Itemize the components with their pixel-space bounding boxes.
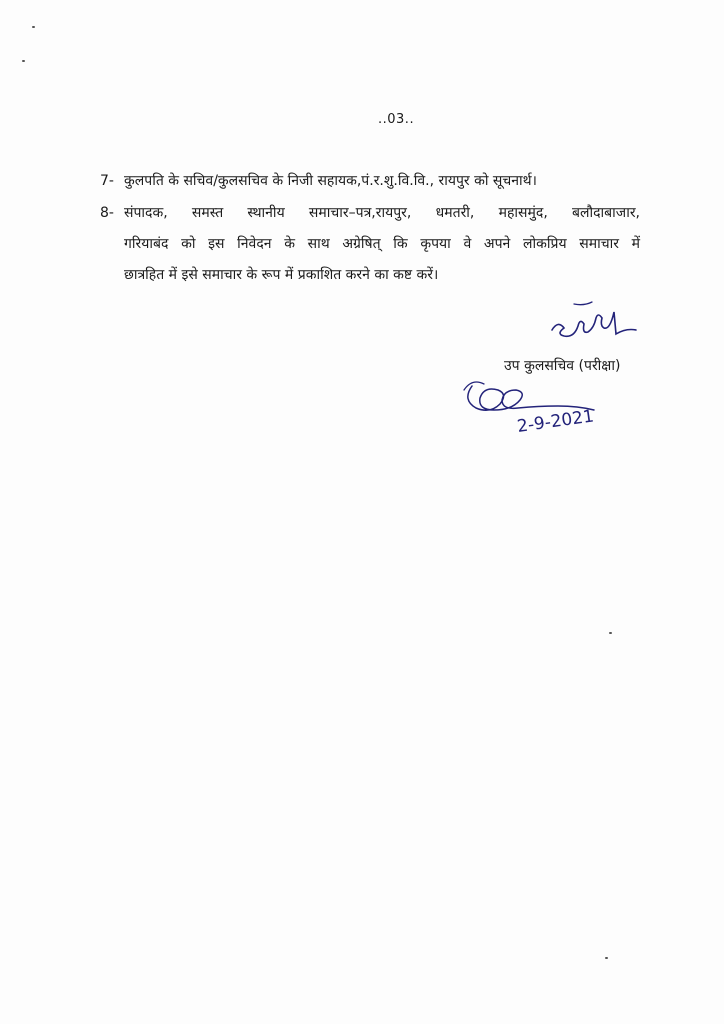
item-text-line: छात्रहित में इसे समाचार के रूप में प्रकाशित करने का कष्ट करें। (124, 267, 439, 283)
signatory-designation: उप कुलसचिव (परीक्षा) (504, 358, 621, 374)
item-text (124, 198, 640, 291)
item-number: 8- (100, 205, 114, 221)
distribution-item-7 (100, 166, 640, 197)
signature-block (460, 300, 680, 440)
scan-speck (605, 957, 608, 959)
item-text-line: गरियाबंद को इस निवेदन के साथ अग्रेषित् कि कृपया वे अपने लोकप्रिय समाचार में (124, 236, 640, 252)
item-number: 7- (100, 173, 114, 189)
scan-speck (32, 26, 35, 28)
distribution-item-8 (100, 198, 640, 291)
handwritten-signature (544, 300, 654, 350)
item-text: कुलपति के सचिव/कुलसचिव के निजी सहायक,पं.र.शु.वि.वि., रायपुर को सूचनार्थ। (124, 173, 537, 189)
page-number-marker: ..03.. (378, 112, 415, 127)
scan-speck (609, 632, 612, 634)
handwritten-date: 2-9-2021 (515, 406, 596, 437)
handwritten-initials-and-date (460, 368, 630, 440)
scan-speck (22, 60, 25, 62)
item-text-line: संपादक, समस्त स्थानीय समाचार–पत्र,रायपुर, धमतरी, महासमुंद, बलौदाबाजार, (124, 205, 640, 221)
